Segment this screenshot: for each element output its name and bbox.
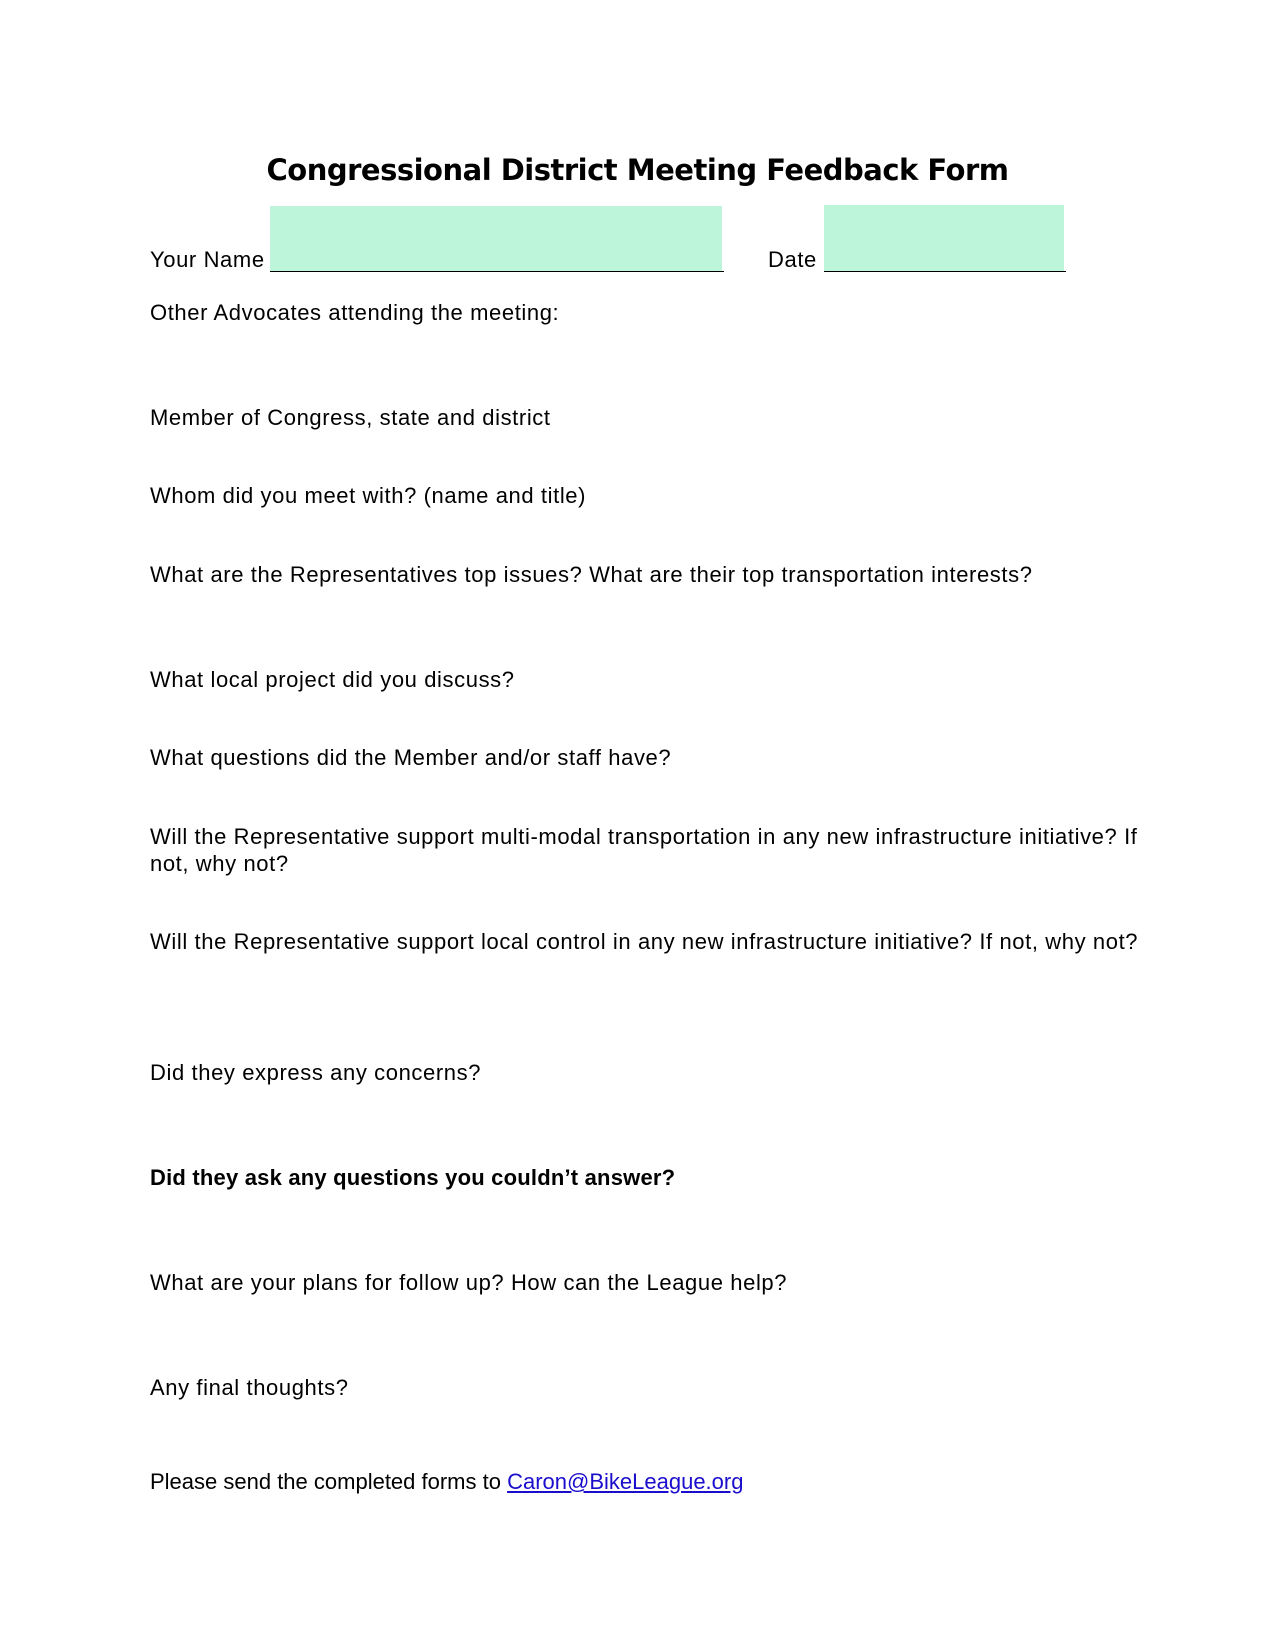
- question-other-advocates: Other Advocates attending the meeting:: [150, 300, 560, 325]
- your-name-field[interactable]: [270, 206, 722, 272]
- question-local-project: What local project did you discuss?: [150, 667, 515, 692]
- email-link[interactable]: Caron@BikeLeague.org: [507, 1469, 744, 1494]
- your-name-underline: [270, 271, 724, 272]
- question-concerns: Did they express any concerns?: [150, 1060, 482, 1085]
- your-name-label: Your Name: [150, 247, 265, 272]
- question-follow-up: What are your plans for follow up? How can the League help?: [150, 1270, 788, 1295]
- question-unanswered: Did they ask any questions you couldn’t answer?: [150, 1165, 676, 1190]
- question-staff-questions: What questions did the Member and/or staff have?: [150, 745, 672, 770]
- question-local-control: Will the Representative support local control in any new infrastructure initiative? If not, why not?: [150, 929, 1139, 954]
- question-final-thoughts: Any final thoughts?: [150, 1375, 349, 1400]
- date-field[interactable]: [824, 205, 1064, 271]
- footer-instructions: [150, 1468, 743, 1496]
- page-title: Congressional District Meeting Feedback Form: [266, 153, 1009, 187]
- question-member-of-congress: Member of Congress, state and district: [150, 405, 551, 430]
- footer-text: Please send the completed forms to: [150, 1469, 501, 1494]
- question-top-issues: What are the Representatives top issues? What are their top transportation interests?: [150, 562, 1033, 587]
- question-whom-met: Whom did you meet with? (name and title): [150, 483, 587, 508]
- date-underline: [824, 271, 1066, 272]
- question-multi-modal: Will the Representative support multi-modal transportation in any new infrastructure initiative? If not, why not?: [150, 824, 1138, 876]
- date-label: Date: [768, 247, 817, 272]
